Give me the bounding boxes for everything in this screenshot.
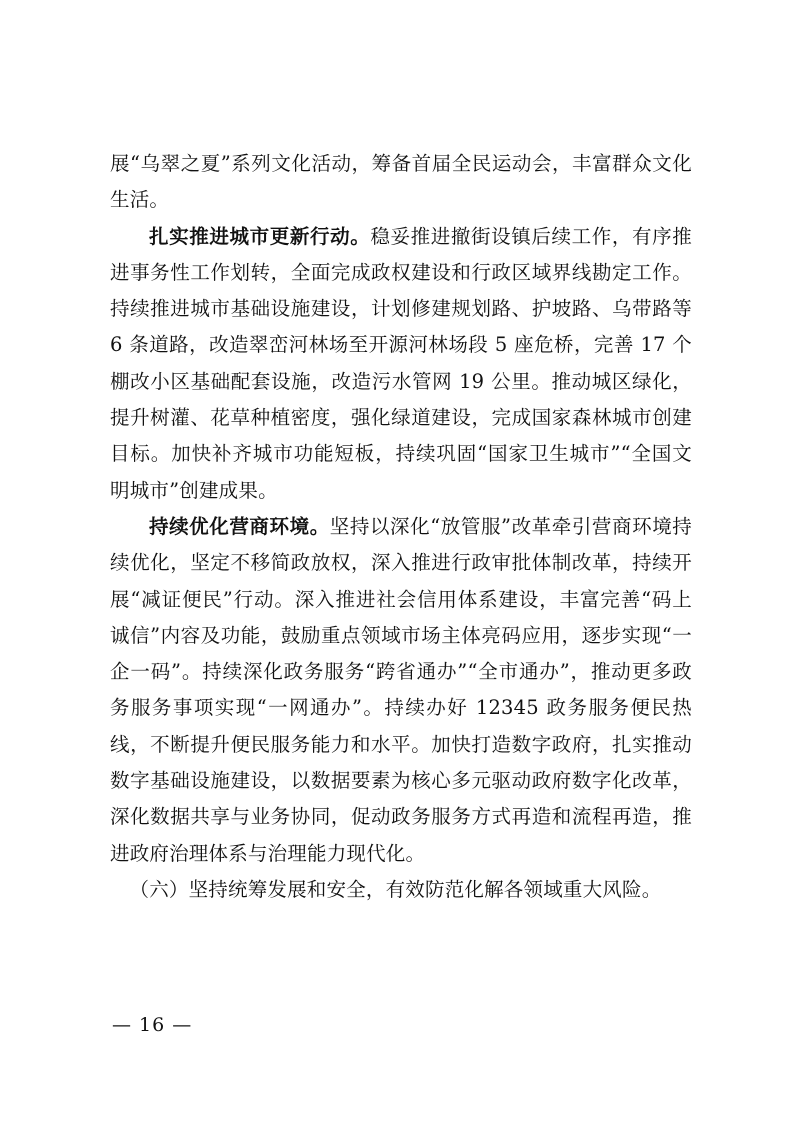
paragraph-continuation bbox=[110, 146, 692, 219]
page-number: — 16 — bbox=[112, 1014, 193, 1036]
paragraph-business-environment bbox=[110, 509, 692, 872]
paragraph-text: 稳妥推进撤街设镇后续工作，有序推进事务性工作划转，全面完成政权建设和行政区域界线勘定工作。持续推进城市基础设施建设，计划修建规划路、护坡路、乌带路等 6 条道路，改造翠峦河林场至开源河林场段 5 座危桥，完善 17 个棚改小区基础配套设施，改造污水管网 19 公里。推动城区绿化，提升树灌、花草种植密度，强化绿道建设，完成国家森林城市创建目标。加快补齐城市功能短板，持续巩固“国家卫生城市”“全国文明城市”创建成果。 bbox=[110, 224, 693, 502]
paragraph-urban-renewal bbox=[110, 219, 692, 509]
paragraph-lead-heading: 持续优化营商环境。 bbox=[149, 514, 330, 538]
section-heading: （六）坚持统筹发展和安全，有效防范化解各领域重大风险。 bbox=[129, 877, 662, 901]
page-body bbox=[110, 146, 692, 908]
paragraph-text: 展“乌翠之夏”系列文化活动，筹备首届全民运动会，丰富群众文化生活。 bbox=[110, 152, 692, 212]
paragraph-text: 坚持以深化“放管服”改革牵引营商环境持续优化，坚定不移简政放权，深入推进行政审批体制改革，持续开展“减证便民”行动。深入推进社会信用体系建设，丰富完善“码上诚信”内容及功能，鼓励重点领域市场主体亮码应用，逐步实现“一企一码”。持续深化政务服务“跨省通办”“全市通办”，推动更多政务服务事项实现“一网通办”。持续办好 12345 政务服务便民热线，不断提升便民服务能力和水平。加快打造数字政府，扎实推动数字基础设施建设，以数据要素为核心多元驱动政府数字化改革，深化数据共享与业务协同，促动政务服务方式再造和流程再造，推进政府治理体系与治理能力现代化。 bbox=[110, 514, 692, 865]
paragraph-lead-heading: 扎实推进城市更新行动。 bbox=[149, 224, 371, 248]
